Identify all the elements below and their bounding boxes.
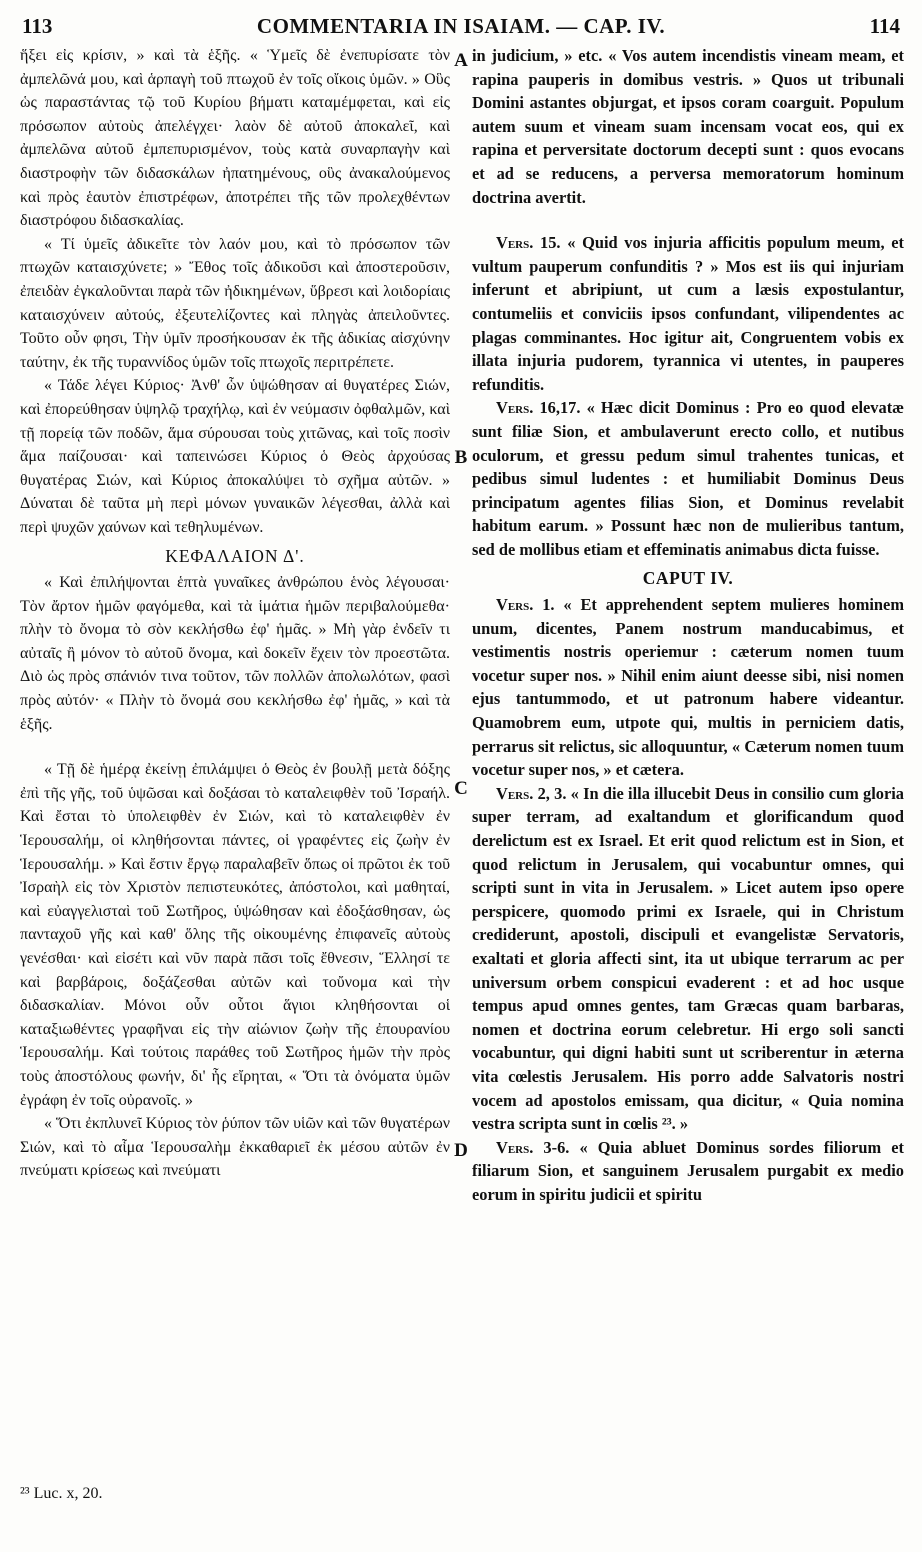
latin-verse-2-3 [472,782,904,1136]
greek-chapter-heading: ΚΕΦΑΛΑΙΟΝ Δ'. [165,546,305,567]
greek-paragraph: « Τί ὑμεῖς ἀδικεῖτε τὸν λαόν μου, καὶ τὸ πρόσωπον τῶν πτωχῶν καταισχύνετε; » Ἔθος τοῖς ἀδικοῦσι καὶ ἀποστεροῦσιν, ἐπειδὰν ἐγκαλοῦνται παρὰ τῶν ἠδικημένων, ὕβρεσι καὶ λοιδορίαις καταισχύνειν αὐτούς, ἐξευτελίζοντες καὶ πληγὰς ἀπειλοῦντες. Τοῦτο οὖν φησι, Τὴν ὑμῖν προσήκουσαν ἐκ τῆς ἀδικίας αἰσχύνην ταύτην, ἐκ τῆς τυραννίδος ὑμῶν τοῖς πτωχοῖς περιτρέπετε. [20,235,450,371]
page-number-left: 113 [22,14,53,38]
latin-chapter-heading: CAPUT IV. [642,568,734,589]
latin-verse-16-17 [472,396,904,561]
verse-text: « In die illa illucebit Deus in consilio cum gloria super terram, ad exaltandum et glorificandum quod derelictum est ex Israel. Et erit quod relictum est in Sion, et quod relictum in Jerusalem, qui vocabuntur omnes, qui scripti sunt in vita in Jerusalem. » Licet autem ipso opere perspicere, quomodo primi ex Israele, qui in Christum crediderunt, apostoli, discipuli et evangelistæ Servatoris, exaltati et gloria affecti sint, ita ut ubique terrarum ac per universum orbem conspicui evaderent : et ad hoc usque tempus apud omnes gentes, tam Græcas quam barbaras, nomen et doctrina eorum celebretur. Hi ergo soli sancti vocabuntur, qui digni habiti sunt ut scriberentur in æterna vita cœlestis Jerusalem. His porro adde Salvatoris nostri vocem ad apostolos emissam, qua dicitur, « Quia nomina vestra scripta sunt in cœlis ²³. » [472,783,904,1134]
verse-label: Vers. 1. [496,595,555,615]
margin-marker-d: D [454,1140,468,1161]
margin-marker-a: A [454,50,468,71]
verse-label: Vers. 2, 3. [496,783,567,803]
page-number-right: 114 [869,14,900,38]
verse-label: Vers. 16,17. [496,398,581,418]
greek-paragraph: ἥξει εἰς κρίσιν, » καὶ τὰ ἑξῆς. « Ὑμεῖς δὲ ἐνεπυρίσατε τὸν ἀμπελῶνά μου, καὶ ἁρπαγὴ τοῦ πτωχοῦ ἐν τοῖς οἴκοις ὑμῶν. » Οὓς ὡς παραστάντας τῷ τοῦ Κυρίου βήματι καταμέμφεται, καὶ εἰς πρόσωπον αὐτοὺς ἀπελέγχει· λαὸν δὲ αὐτοῦ ἀποκαλεῖ, καὶ ἀμπελῶνα αὐτοῦ ἐμπεπυρισμένον, τοὺς κατὰ συναρπαγὴν καὶ διαστροφὴν τῶν διδασκάλων ἠπατημένους, οὓς ἀνακαλούμενος καὶ πρὸς ἑαυτὸν ἐπιστρέφων, ἀποτρέπει τῆς τῶν προλεχθέντων διαστρόφου διδασκαλίας. [20,47,450,230]
latin-verse-15 [472,231,904,396]
verse-label: Vers. 3-6. [496,1137,570,1157]
verse-text: « Quia abluet Dominus sordes filiorum et filiarum Sion, et sanguinem Jerusalem purgabit ex medio eorum in spiritu judicii et spiritu [472,1137,904,1204]
latin-paragraph: in judicium, » etc. « Vos autem incendistis vineam meam, et rapina pauperis in domibus vestris. » Quos ut tribunali Domini astantes objurgat, et ipsos coram coarguit. Populum autem suum et vineam suam incensam vocat eos, qui ex rapina et perversitate doctorum decepti sunt : quos evocans et ad se reducens, a perversa memoratorum hominum doctrina avertit. [472,46,904,207]
greek-paragraph: « Τῇ δὲ ἡμέρᾳ ἐκείνῃ ἐπιλάμψει ὁ Θεὸς ἐν βουλῇ μετὰ δόξης ἐπὶ τῆς γῆς, τοῦ ὑψῶσαι καὶ δοξάσαι τὸ καταλειφθὲν τοῦ Ἰσραήλ. Καὶ ἔσται τὸ ὑπολειφθὲν ἐν Σιών, καὶ τὸ καταλειφθὲν ἐν Ἱερουσαλήμ, οἱ κληθήσονται πάντες, οἱ γραφέντες εἰς ζωὴν ἐν Ἱερουσαλήμ. » Καὶ ἔστιν ἔργῳ παραλαβεῖν ὅπως οἱ πρῶτοι ἐκ τοῦ Ἰσραὴλ εἰς τὸν Χριστὸν πεπιστευκότες, ἀπόστολοι, καὶ μαθηταί, καὶ εὐαγγελισταὶ τοῦ Σωτῆρος, ὑψώθησαν καὶ ἐδοξάσθησαν, ὡς πανταχοῦ γῆς καὶ καθ' ὅλης τῆς οἰκουμένης ἐπιφανεῖς αὐτοὺς γενέσθαι· καὶ εἰσέτι καὶ νῦν παρὰ πᾶσι τοῖς ἔθνεσιν, Ἕλλησί τε καὶ βαρβάροις, δοξάζεσθαι αὐτῶν καὶ τοὔνομα καὶ τὴν διδασκαλίαν. Μόνοι οὖν οὗτοι ἅγιοι κληθήσονται οἱ καταξιωθέντες γραφῆναι εἰς τὴν αἰώνιον ζωὴν τῆς ἐπουρανίου Ἱερουσαλήμ. Καὶ τούτοις παράθες τοῦ Σωτῆρος ἡμῶν τὴν πρὸς τοὺς ἀποστόλους φωνήν, δι' ἧς εἴρηται, « Ὅτι τὰ ὀνόματα ὑμῶν ἐγράφη ἐν τοῖς οὐρανοῖς. » [20,761,450,1109]
greek-column [20,44,450,1183]
footnote: ²³ Luc. x, 20. [20,1485,103,1502]
margin-marker-c: C [454,778,468,799]
verse-text: « Quid vos injuria afficitis populum meum, et vultum pauperum confunditis ? » Mos est iis qui injuriam inferunt et abripiunt, ut cum a læsis expostulantur, contumeliis et conviciis ipsos confundant, vilipendentes ac plagas comminantes. Hoc igitur ait, Congruentem vobis ex illata injuria pudorem, tyrannica vi utentes, in pauperes refunditis. [472,233,905,394]
margin-marker-b: B [454,447,468,468]
verse-label: Vers. 15. [496,233,561,253]
greek-paragraph: « Ὅτι ἐκπλυνεῖ Κύριος τὸν ῥύπον τῶν υἱῶν καὶ τῶν θυγατέρων Σιών, καὶ τὸ αἷμα Ἱερουσαλὴμ ἐκκαθαριεῖ ἐκ μέσου αὐτῶν ἐν πνεύματι κρίσεως καὶ πνεύματι [20,1115,450,1180]
greek-paragraph: « Τάδε λέγει Κύριος· Ἀνθ' ὧν ὑψώθησαν αἱ θυγατέρες Σιών, καὶ ἐπορεύθησαν ὑψηλῷ τραχήλῳ, καὶ ἐν νεύμασιν ὀφθαλμῶν, καὶ τῇ πορείᾳ τῶν ποδῶν, ἅμα σύρουσαι τοὺς χιτῶνας, καὶ τοῖς ποσὶν ἅμα παίζουσαι· καὶ ταπεινώσει Κύριος ὁ Θεὸς ἀρχούσας θυγατέρας Σιών, καὶ Κύριος ἀποκαλύψει τὸ σχῆμα αὐτῶν. » Δύναται δὲ ταῦτα μὴ περὶ μόνων γυναικῶν λέγεσθαι, ἀλλὰ καὶ περὶ ψυχῶν χαύνων καὶ τεθηλυμένων. [20,377,450,536]
running-title: COMMENTARIA IN ISAIAM. — CAP. IV. [256,14,666,38]
verse-text: « Et apprehendent septem mulieres hominem unum, dicentes, Panem nostrum manducabimus, et vestimentis nostris operiemur : cæterum nomen tuum vocetur super nos. » Nihil enim aiunt deesse sibi, nisi nomen ejus tantummodo, et ut patronum habere videantur. Quamobrem eum, utpote qui, multis in perniciem datis, perrarus sit relictus, sic alloquuntur, « Cæterum nomen tuum vocetur super nos, » et cætera. [472,595,904,780]
latin-column [472,44,904,1207]
latin-verse-3-6 [472,1136,904,1207]
latin-verse-1 [472,593,904,782]
running-header [22,14,900,44]
verse-text: « Hæc dicit Dominus : Pro eo quod elevatæ sunt filiæ Sion, et ambulaverunt erecto collo, et nutibus oculorum, et gressu pedum simul trahentes tunicas, et pedibus simul ludentes : et humiliabit Dominus Deus principatum agentes filias Sion, et Dominus revelabit habitum earum. » Possunt hæc non de mulieribus tantum, sed de mollibus etiam et effeminatis animabus dicta fuisse. [472,398,904,559]
greek-paragraph: « Καὶ ἐπιλήψονται ἑπτὰ γυναῖκες ἀνθρώπου ἑνὸς λέγουσαι· Τὸν ἄρτον ἡμῶν φαγόμεθα, καὶ τὰ ἱμάτια ἡμῶν περιβαλούμεθα· πλὴν τὸ ὄνομα τὸ σὸν κεκλήσθω ἐφ' ἡμᾶς. » Μὴ γὰρ ἐνδεῖν τι αὐταῖς ἢ μόνον τὸ αὐτοῦ ὄνομα, καὶ δοκεῖν ἔχειν τὸν προεστῶτα. Διὸ ὡς πρὸς σπάνιόν τινα τοῦτον, τῶν πολλῶν ἀπολωλότων, φασὶ πρὸς αὐτόν· « Πλὴν τὸ ὄνομά σου κεκλήσθω ἐφ' ἡμᾶς, » καὶ τὰ ἑξῆς. [20,574,450,733]
